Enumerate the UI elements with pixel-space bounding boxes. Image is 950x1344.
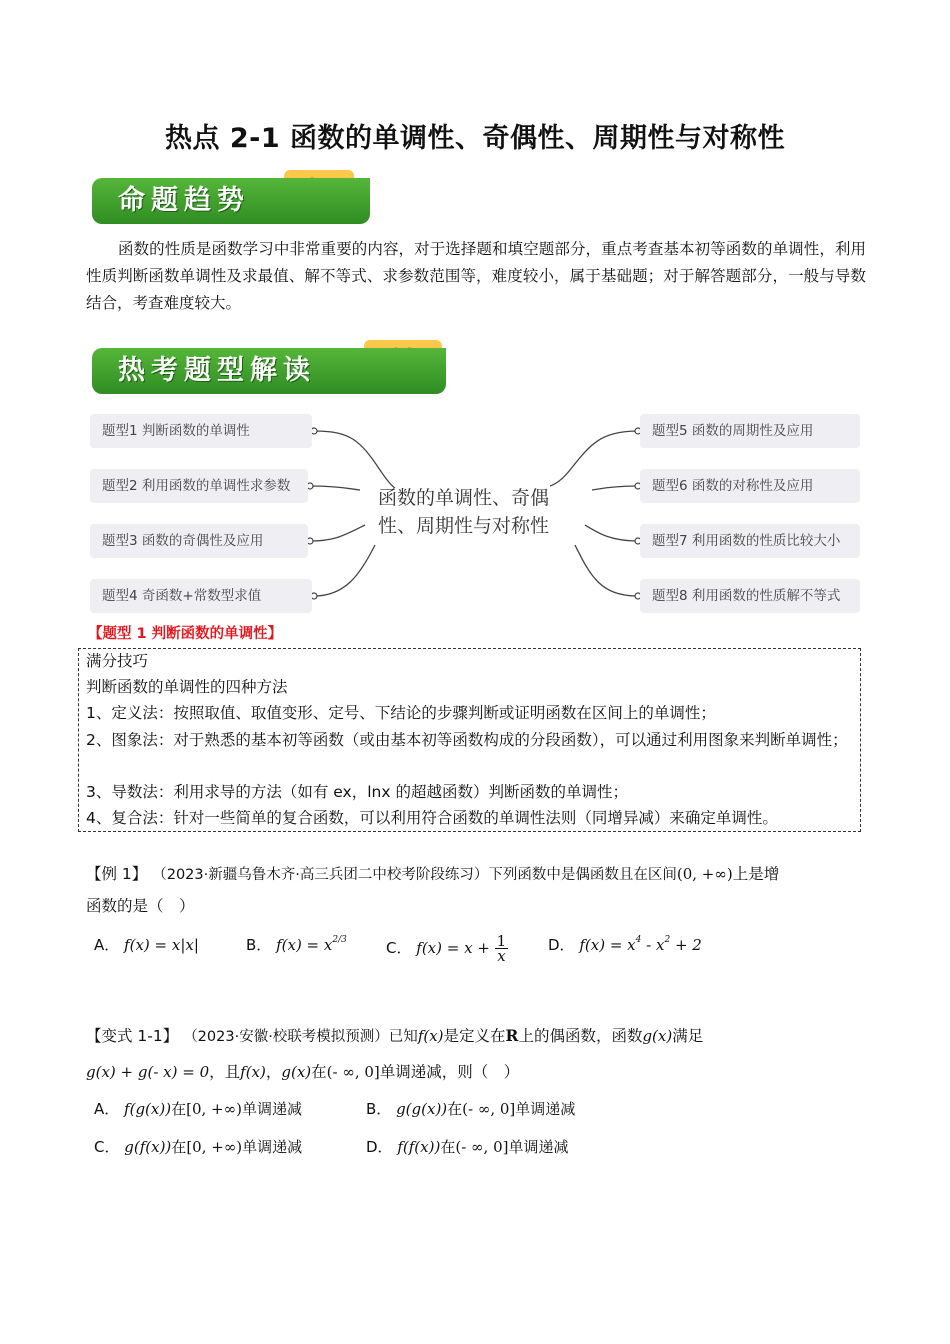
trend-paragraph: 函数的性质是函数学习中非常重要的内容，对于选择题和填空题部分，重点考查基本初等函数的单调性，利用性质判断函数单调性及求最值、解不等式、求参数范围等，难度较小，属于基础题；对于解答题部分，一般与导数结合，考查难度较大。 <box>86 240 866 312</box>
fraction-numerator: 1 <box>496 932 507 950</box>
option-interval: [0, +∞) <box>186 1100 242 1118</box>
variant-text: ，且 <box>209 1063 241 1081</box>
option-expression: f(x) = x <box>276 936 333 954</box>
option-expression: f(g(x)) <box>124 1100 172 1118</box>
tip-item: 1、定义法：按照取值、取值变形、定号、下结论的步骤判断或证明函数在区间上的单调性； <box>86 704 716 722</box>
option-expression: g(f(x)) <box>124 1138 172 1156</box>
variant-source: （2023·安徽·校联考模拟预测）已知 <box>183 1029 418 1045</box>
math-gx: g(x) <box>281 1063 312 1081</box>
math-condition: g(x) + g(- x) = 0 <box>86 1063 210 1081</box>
connector-line <box>585 525 638 541</box>
mindmap-topic-3: 题型3 函数的奇偶性及应用 <box>90 524 308 558</box>
example-tail: 上是增 <box>732 865 780 883</box>
example-1-option-b[interactable] <box>246 934 347 955</box>
option-text: 在 <box>171 1138 187 1156</box>
example-1-option-a[interactable] <box>94 934 199 955</box>
option-letter: A． <box>94 1100 120 1118</box>
variant-label: 【变式 1-1】 <box>86 1027 179 1045</box>
tips-subtitle: 判断函数的单调性的四种方法 <box>86 678 288 696</box>
variant-1-1-option-a[interactable] <box>94 1095 302 1123</box>
option-letter: D． <box>366 1138 393 1156</box>
connector-line <box>314 431 395 488</box>
fraction-denominator: x <box>497 947 506 965</box>
math-fx: f(x) <box>417 1027 444 1045</box>
tip-item: 2、图象法：对于熟悉的基本初等函数（或由基本初等函数构成的分段函数），可以通过利用图象来判断单调性； <box>86 731 848 749</box>
math-R: R <box>505 1026 519 1045</box>
variant-text: ， <box>265 1063 282 1081</box>
variant-1-1-option-c[interactable] <box>94 1133 302 1161</box>
connector-line <box>550 431 638 486</box>
connector-line <box>314 545 375 596</box>
option-expression: f(x) = x <box>579 936 636 954</box>
mindmap-topic-8: 题型8 利用函数的性质解不等式 <box>640 579 860 613</box>
variant-1-1-question <box>86 1022 876 1051</box>
variant-text: 在 <box>311 1063 327 1081</box>
variant-text: 上的偶函数，函数 <box>518 1027 643 1045</box>
option-expression: f(x) = x|x| <box>124 936 199 954</box>
banner-label: 热考题型解读 <box>92 348 446 394</box>
question-type-heading: 【题型 1 判断函数的单调性】 <box>88 626 283 642</box>
option-exponent: 2/3 <box>332 935 347 945</box>
math-interval: (- ∞, 0] <box>326 1063 380 1081</box>
example-1-option-c[interactable] <box>386 934 508 963</box>
variant-text: 满足 <box>672 1027 704 1045</box>
option-letter: A． <box>94 936 120 954</box>
option-expression-rest: + 2 <box>670 936 702 954</box>
example-1-question-end: 函数的是（ ） <box>86 897 195 915</box>
mindmap-topic-5: 题型5 函数的周期性及应用 <box>640 414 860 448</box>
banner-label: 命题趋势 <box>92 178 370 224</box>
option-text: 单调递减 <box>508 1138 569 1156</box>
variant-1-1-option-d[interactable] <box>366 1133 568 1161</box>
option-text: 在 <box>447 1100 463 1118</box>
option-expression: g(g(x)) <box>396 1100 448 1118</box>
example-interval: (0, +∞) <box>676 865 733 883</box>
option-text: 单调递减 <box>242 1138 303 1156</box>
option-letter: D． <box>548 936 575 954</box>
variant-1-1-option-b[interactable] <box>366 1095 575 1123</box>
option-interval: (- ∞, 0] <box>455 1138 509 1156</box>
example-label: 【例 1】 <box>86 865 148 883</box>
connector-line <box>310 486 360 490</box>
option-exponent: 4 <box>635 935 642 945</box>
example-1-option-d[interactable] <box>548 934 702 955</box>
variant-text: 单调递减，则（ ） <box>379 1063 520 1081</box>
option-letter: C． <box>386 939 412 957</box>
tips-title: 满分技巧 <box>86 652 149 670</box>
mindmap-topic-6: 题型6 函数的对称性及应用 <box>640 469 860 503</box>
option-text: 在 <box>171 1100 187 1118</box>
option-interval: [0, +∞) <box>186 1138 243 1156</box>
option-fraction <box>495 934 509 963</box>
option-letter: B． <box>366 1100 392 1118</box>
option-text: 单调递减 <box>515 1100 576 1118</box>
mindmap-topic-2: 题型2 利用函数的单调性求参数 <box>90 469 308 503</box>
mindmap-topic-7: 题型7 利用函数的性质比较大小 <box>640 524 860 558</box>
option-expression: f(f(x)) <box>397 1138 441 1156</box>
option-exponent: 2 <box>664 935 671 945</box>
math-gx: g(x) <box>642 1027 673 1045</box>
connector-line <box>310 525 365 541</box>
option-expression: f(x) = x + <box>416 939 495 957</box>
page-title: 热点 2-1 函数的单调性、奇偶性、周期性与对称性 <box>164 123 786 154</box>
example-source: （2023·新疆乌鲁木齐·高三兵团二中校考阶段练习）下列函数中是偶函数且在区间 <box>152 867 677 883</box>
option-text: 单调递减 <box>241 1100 302 1118</box>
option-expression-rest: - x <box>641 936 665 954</box>
mindmap-center-topic: 函数的单调性、奇偶性、周期性与对称性 <box>378 487 550 537</box>
mindmap-topic-1: 题型1 判断函数的单调性 <box>90 414 312 448</box>
connector-line <box>575 545 638 596</box>
example-1-question <box>86 860 866 889</box>
tip-item: 4、复合法：针对一些简单的复合函数，可以利用符合函数的单调性法则（同增异减）来确定单调性。 <box>86 809 778 827</box>
variant-text: 是定义在 <box>443 1027 506 1045</box>
tip-item: 3、导数法：利用求导的方法（如有 ex，lnx 的超越函数）判断函数的单调性； <box>86 783 628 801</box>
variant-1-1-condition <box>86 1058 876 1086</box>
option-interval: (- ∞, 0] <box>462 1100 516 1118</box>
option-text: 在 <box>440 1138 456 1156</box>
mindmap-topic-4: 题型4 奇函数+常数型求值 <box>90 579 312 613</box>
math-fx: f(x) <box>240 1063 266 1081</box>
option-letter: B． <box>246 936 272 954</box>
option-letter: C． <box>94 1138 120 1156</box>
connector-line <box>592 486 638 490</box>
